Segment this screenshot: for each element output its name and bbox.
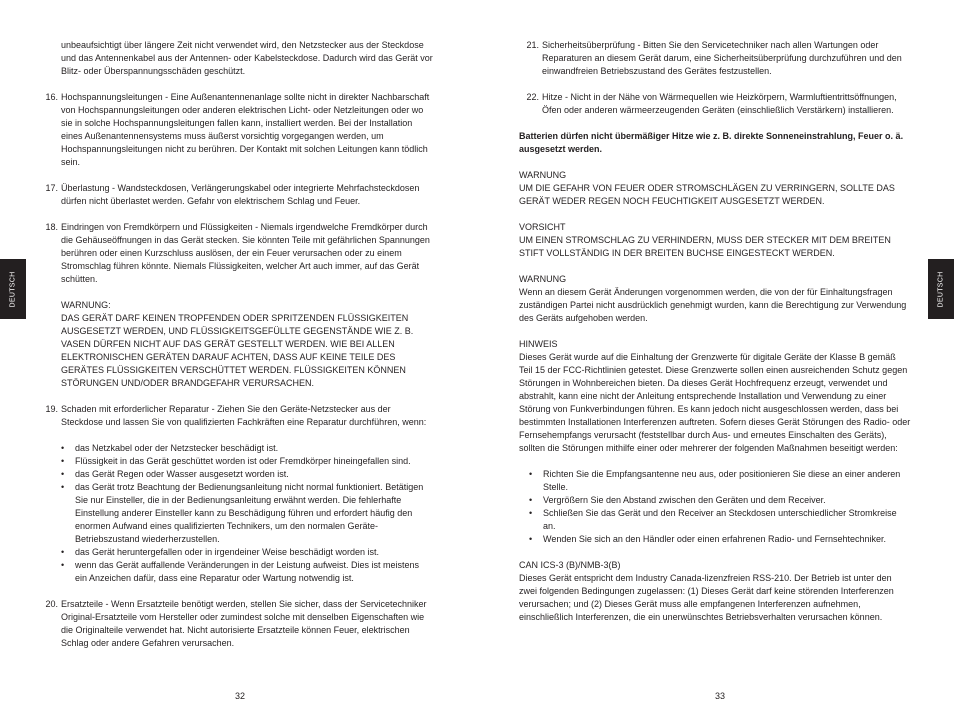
language-tab-left <box>0 259 26 319</box>
can-text: Dieses Gerät entspricht dem Industry Canada-lizenzfreien RSS-210. Der Betrieb ist unter den zwei folgenden Bedingungen zugelassen: (1) Dieses Gerät darf keine störenden Interferenzen verursachen; und (2) Dieses Gerät muss alle empfangenen Interferenzen aufnehmen, einschließlich Interferenzen, die ein unerwünschtes Betriebsverhalten verursachen können. <box>519 573 894 622</box>
item-22 <box>519 91 911 117</box>
list-item: • das Gerät heruntergefallen oder in irgendeiner Weise beschädigt worden ist. <box>61 546 433 559</box>
warnung-block <box>38 299 433 390</box>
warnung-text: Wenn an diesem Gerät Änderungen vorgenommen werden, die von der für Einhaltungsfragen zuständigen Partei nicht ausdrücklich genehmigt wurden, kann die Berechtigung zur Verwendung des Geräts aufgehoben werden. <box>519 287 907 323</box>
item-21 <box>519 39 911 78</box>
item-16 <box>38 91 433 169</box>
item-18 <box>38 221 433 286</box>
item-number: 17. <box>45 183 58 193</box>
hinweis-heading: HINWEIS <box>519 339 558 349</box>
page-number: 32 <box>235 691 246 701</box>
warnung-heading: WARNUNG <box>519 274 567 284</box>
item-number: 19. <box>45 404 58 414</box>
vorsicht-heading: VORSICHT <box>519 222 566 232</box>
right-page <box>519 39 911 624</box>
item-20 <box>38 598 433 650</box>
item-text: Sicherheitsüberprüfung - Bitten Sie den Servicetechniker nach allen Wartungen oder Reparaturen an diesem Gerät darum, eine Sicherheitsüberprüfung durchzuführen und den einwandfreien Betriebszustand des Gerätes festzustellen. <box>542 40 902 76</box>
item-number: 21. <box>526 40 539 50</box>
list-item: • das Gerät trotz Beachtung der Bedienungsanleitung nicht normal funktioniert. Betätigen Sie nur Einsteller, die in der Bedienungsanleitung erwähnt werden. Die fehlerhafte Einstellung anderer Einsteller kann zu Beschädigung führen und erfordert häufig den enormen Aufwand eines qualifizierten Technikers, um den normalen Geräte-Betriebszustand wiederherzustellen. <box>61 481 433 546</box>
item-number: 16. <box>45 92 58 102</box>
item-19-bullets <box>38 442 433 585</box>
list-item: • Flüssigkeit in das Gerät geschüttet worden ist oder Fremdkörper hineingefallen sind. <box>61 455 433 468</box>
list-item: • das Netzkabel oder der Netzstecker beschädigt ist. <box>61 442 433 455</box>
language-tab-label: DEUTSCH <box>9 271 17 307</box>
item-number: 22. <box>526 92 539 102</box>
list-item: • Wenden Sie sich an den Händler oder einen erfahrenen Radio- und Fernsehtechniker. <box>529 533 911 546</box>
item-text: Überlastung - Wandsteckdosen, Verlängerungskabel oder integrierte Mehrfachsteckdosen dürfen nicht überlastet werden. Gefahr von elektrischem Schlag und Feuer. <box>61 183 420 206</box>
item-number: 20. <box>45 599 58 609</box>
intro-text: unbeaufsichtigt über längere Zeit nicht verwendet wird, den Netzstecker aus der Steckdose und das Antennenkabel aus der Antennen- oder Kabelsteckdose. Dadurch wird das Gerät vor Blitz- oder Überspannungsschäden geschützt. <box>61 40 433 76</box>
item-17 <box>38 182 433 208</box>
bullet-list <box>61 442 433 585</box>
item-19 <box>38 403 433 429</box>
warnung-heading: WARNUNG: <box>61 300 111 310</box>
bullet-list <box>519 468 911 546</box>
list-item: • Schließen Sie das Gerät und den Receiver an Steckdosen unterschiedlicher Stromkreise an. <box>529 507 911 533</box>
item-text: Eindringen von Fremdkörpern und Flüssigkeiten - Niemals irgendwelche Fremdkörper durch die Gehäuseöffnungen in das Gerät stecken. Sie könnten Teile mit gefährlichen Spannungen berühren oder einen Kurzschluss auslösen, der ein Feuer verursachen oder zu einem Stromschlag führen könnte. Niemals Flüssigkeiten, welcher Art auch immer, auf das Gerät schütten. <box>61 222 430 284</box>
list-item: • wenn das Gerät auffallende Veränderungen in der Leistung aufweist. Dies ist meistens ein Anzeichen dafür, dass eine Reparatur oder Wartung notwendig ist. <box>61 559 433 585</box>
item-text: Hitze - Nicht in der Nähe von Wärmequellen wie Heizkörpern, Warmluftientrittsöffnungen, Öfen oder anderen wärmeerzeugenden Geräten (einschließlich Verstärkern) installieren. <box>542 92 897 115</box>
item-text: Schaden mit erforderlicher Reparatur - Ziehen Sie den Geräte-Netzstecker aus der Steckdose und lassen Sie von qualifizierten Fachkräften eine Reparatur durchführen, wenn: <box>61 404 427 427</box>
intro-paragraph <box>38 39 433 78</box>
list-item: • das Gerät Regen oder Wasser ausgesetzt worden ist. <box>61 468 433 481</box>
language-tab-right <box>928 259 954 319</box>
item-text: Ersatzteile - Wenn Ersatzteile benötigt werden, stellen Sie sicher, dass der Servicetechniker Original-Ersatzteile vom Hersteller oder zumindest solche mit denselben Eigenschaften wie die Originalteile verwendet hat. Nicht autorisierte Ersatzteile können Feuer, elektrischen Schlag oder andere Gefahren verursachen. <box>61 599 427 648</box>
hinweis-text: Dieses Gerät wurde auf die Einhaltung der Grenzwerte für digitale Geräte der Klasse B gemäß Teil 15 der FCC-Richtlinien getestet. Diese Grenzwerte sollen einen ausreichenden Schutz gegen Störungen in Wohnbereichen bieten. Da dieses Gerät Hochfrequenz erzeugt, verwendet und abstrahlt, kann eine nicht der Anleitung entsprechende Installation und Verwendung zu einer Störung von Funkverbindungen führen. Es kann jedoch nicht ausgeschlossen werden, dass bei bestimmten Installationen Interferenzen auftreten. Sofern dieses Gerät Störungen des Radio- oder Fernsehempfangs verursacht (feststellbar durch Aus- und erneutes Einschalten des Geräts), sollten die Störungen mithilfe einer oder mehrerer der folgenden Maßnahmen beseitigt werden: <box>519 352 911 453</box>
page-number: 33 <box>715 691 726 701</box>
battery-note: Batterien dürfen nicht übermäßiger Hitze wie z. B. direkte Sonneneinstrahlung, Feuer o. ä. ausgesetzt werden. <box>519 131 904 154</box>
language-tab-label: DEUTSCH <box>937 271 945 307</box>
warnung-text: DAS GERÄT DARF KEINEN TROPFENDEN ODER SPRITZENDEN FLÜSSIGKEITEN AUSGESETZT WERDEN, UND FLÜSSIGKEITSGEFÜLLTE GEGENSTÄNDE WIE Z. B. VASEN DÜRFEN NICHT AUF DAS GERÄT GESTELLT WERDEN. WIE BEI ALLEN ELEKTRONISCHEN GERÄTEN DARAUF ACHTEN, DASS AUF KEINE TEILE DES GERÄTES FLÜSSIGKEITEN VERSCHÜTTET WERDEN. FLÜSSIGKEITEN KÖNNEN STÖRUNGEN UND/ODER BRANDGEFAHR VERURSACHEN. <box>61 313 414 388</box>
warnung-heading: WARNUNG <box>519 170 567 180</box>
list-item: • Richten Sie die Empfangsantenne neu aus, oder positionieren Sie diese an einer anderen Stelle. <box>529 468 911 494</box>
vorsicht-text: UM EINEN STROMSCHLAG ZU VERHINDERN, MUSS DER STECKER MIT DEM BREITEN STIFT VOLLSTÄNDIG IN DER BREITEN BUCHSE EINGESTECKT WERDEN. <box>519 235 891 258</box>
left-page <box>38 39 433 650</box>
item-number: 18. <box>45 222 58 232</box>
item-text: Hochspannungsleitungen - Eine Außenantennenanlage sollte nicht in direkter Nachbarschaft von Hochspannungsleitungen oder anderen elektrischen Licht- oder Netzleitungen oder wo sie in solche Hochspannungsleitungen fallen kann, installiert werden. Bei der Installation eines Außenantennensystems muss äußerst vorsichtig vorgegangen werden, um Hochspannungsleitungen nicht zu berühren. Der Kontakt mit solchen Leitungen kann tödlich sein. <box>61 92 430 167</box>
list-item: • Vergrößern Sie den Abstand zwischen den Geräten und dem Receiver. <box>529 494 911 507</box>
can-heading: CAN ICS-3 (B)/NMB-3(B) <box>519 560 621 570</box>
warnung-text: UM DIE GEFAHR VON FEUER ODER STROMSCHLÄGEN ZU VERRINGERN, SOLLTE DAS GERÄT WEDER REGEN NOCH FEUCHTIGKEIT AUSGESETZT WERDEN. <box>519 183 895 206</box>
